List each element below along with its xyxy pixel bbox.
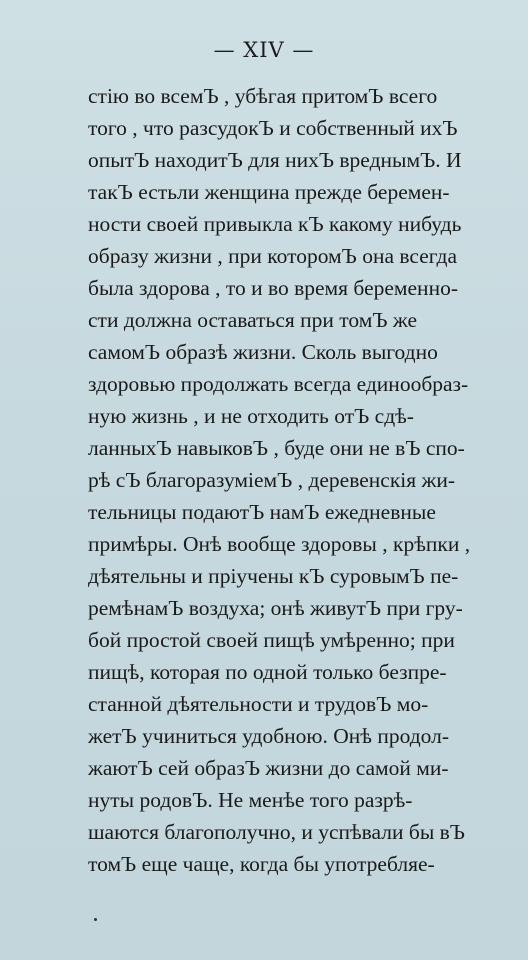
text-line: шаются благополучно, и успѣвали бы вЪ [88,820,465,844]
ink-speck [94,918,97,921]
text-line: томЪ еще чаще, когда бы употребляе- [88,852,435,876]
text-line: опытЪ находитЪ для нихЪ вреднымЪ. И [88,148,462,172]
text-line: пищѣ, которая по одной только безпре- [88,660,447,684]
text-line: рѣ сЪ благоразуміемЪ , деревенскія жи- [88,468,456,492]
text-line: такЪ естьли женщина прежде беремен- [88,180,450,204]
text-line: жетЪ учиниться удобною. Онѣ продол- [88,724,450,748]
text-line: сти должна оставаться при томЪ же [88,308,417,332]
text-line: ремѣнамЪ воздуха; онѣ живутЪ при гру- [88,596,463,620]
text-line: жаютЪ сей образЪ жизни до самой ми- [88,756,449,780]
text-line: станной дѣятельности и трудовЪ мо- [88,692,429,716]
page-number: — XIV — [213,38,315,62]
text-line: здоровью продолжать всегда единообраз- [88,372,469,396]
text-line: дѣятельны и пріучены кЪ суровымЪ пе- [88,564,459,588]
text-line: самомЪ образѣ жизни. Сколь выгодно [88,340,438,364]
text-line: бой простой своей пищѣ умѣренно; при [88,628,455,652]
text-line: того , что разсудокЪ и собственный ихЪ [88,116,458,140]
text-line: стію во всемЪ , убѣгая притомЪ всего [88,84,438,108]
text-line: примѣры. Онѣ вообще здоровы , крѣпки , [88,532,471,556]
body-text [88,80,528,880]
text-line: была здорова , то и во время беременно- [88,276,458,300]
text-line: ную жизнь , и не отходить отЪ сдѣ- [88,404,414,428]
text-line: тельницы подаютЪ намЪ ежедневные [88,500,436,524]
text-line: образу жизни , при которомЪ она всегда [88,244,457,268]
text-line: ланныхЪ навыковЪ , буде они не вЪ спо- [88,436,465,460]
text-line: нуты родовЪ. Не менѣе того разрѣ- [88,788,413,812]
text-line: ности своей привыкла кЪ какому нибудь [88,212,462,236]
